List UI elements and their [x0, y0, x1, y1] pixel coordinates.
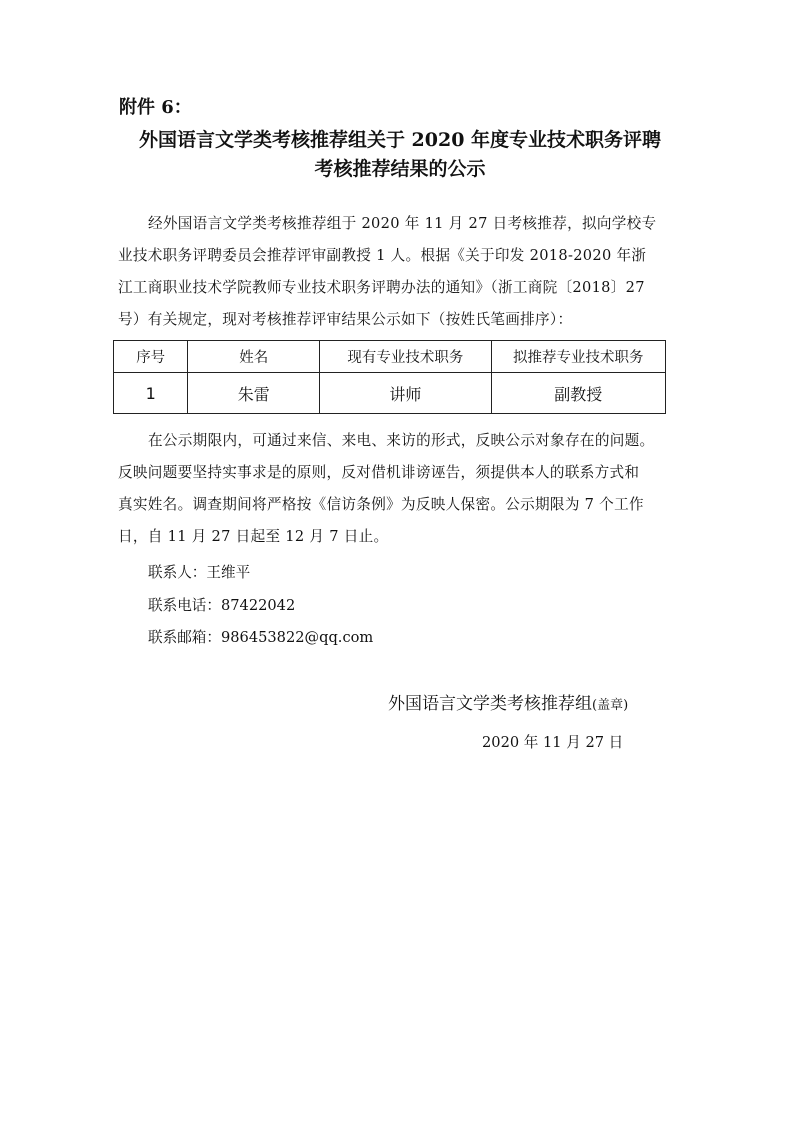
- signature-block: [388, 692, 628, 718]
- cell-proposed-title: 副教授: [491, 373, 665, 414]
- intro-paragraph: [118, 208, 683, 336]
- attachment-label: 附件 6：: [119, 97, 192, 118]
- contact-phone: 联系电话：87422042: [148, 597, 296, 614]
- cell-index: 1: [114, 373, 188, 414]
- document-title-line2: 考核推荐结果的公示: [314, 158, 486, 180]
- header-proposed-title: 拟推荐专业技术职务: [491, 341, 665, 373]
- intro-line: 号）有关规定，现对考核推荐评审结果公示如下（按姓氏笔画排序）：: [118, 311, 573, 328]
- notice-paragraph: [118, 425, 683, 553]
- notice-line: 在公示期限内，可通过来信、来电、来访的形式，反映公示对象存在的问题。: [148, 432, 655, 449]
- header-current-title: 现有专业技术职务: [320, 341, 491, 373]
- notice-line: 真实姓名。调查期间将严格按《信访条例》为反映人保密。公示期限为 7 个工作: [118, 496, 644, 513]
- table-row: [114, 373, 666, 414]
- cell-name: 朱雷: [188, 373, 320, 414]
- intro-line: 经外国语言文学类考核推荐组于 2020 年 11 月 27 日考核推荐，拟向学校专: [148, 215, 657, 232]
- signature-seal: (盖章): [592, 698, 629, 713]
- header-index: 序号: [114, 341, 188, 373]
- contact-email: 联系邮箱：986453822@qq.com: [148, 629, 374, 646]
- candidate-table: [113, 340, 666, 414]
- notice-line: 反映问题要坚持实事求是的原则，反对借机诽谤诬告，须提供本人的联系方式和: [118, 464, 640, 481]
- notice-line: 日，自 11 月 27 日起至 12 月 7 日止。: [118, 528, 389, 545]
- cell-current-title: 讲师: [320, 373, 491, 414]
- contact-person: 联系人：王维平: [148, 564, 251, 581]
- intro-line: 业技术职务评聘委员会推荐评审副教授 1 人。根据《关于印发 2018-2020 年浙: [118, 247, 647, 264]
- intro-line: 江工商职业技术学院教师专业技术职务评聘办法的通知》（浙工商院〔2018〕27: [118, 279, 645, 296]
- document-title-line1: 外国语言文学类考核推荐组关于 2020 年度专业技术职务评聘: [138, 129, 662, 151]
- signature-org: 外国语言文学类考核推荐组: [388, 694, 592, 714]
- signature-date: 2020 年 11 月 27 日: [482, 734, 624, 751]
- header-name: 姓名: [188, 341, 320, 373]
- table-header-row: [114, 341, 666, 373]
